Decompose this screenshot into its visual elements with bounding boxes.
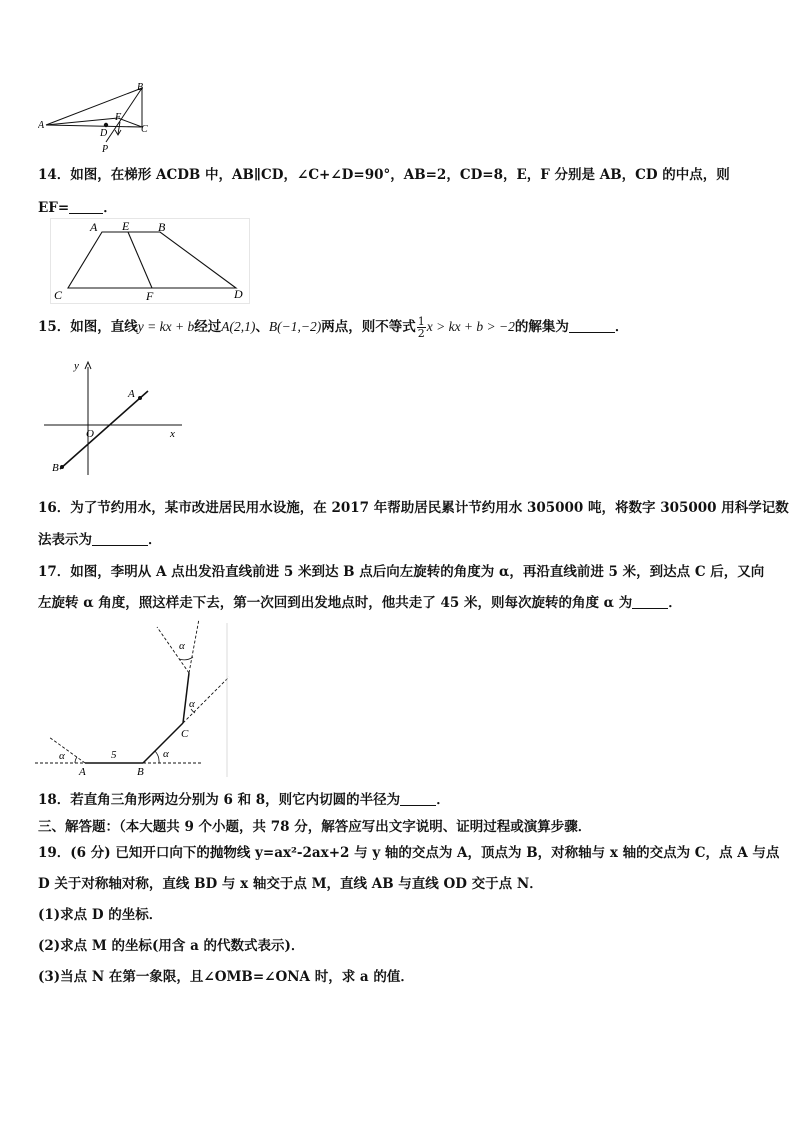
label-P: P: [102, 144, 109, 155]
q16-line1: 16．为了节约用水，某市改进居民用水设施，在 2017 年帮助居民累计节约用水 305000 吨，将数字 305000 用科学记数: [38, 500, 789, 516]
q15-line-equation: y = kx + b: [137, 319, 195, 334]
alpha-4: α: [179, 640, 185, 652]
q15-point-a: A(2,1): [221, 319, 256, 334]
label-5: 5: [111, 749, 117, 761]
label-E: E: [122, 219, 130, 233]
q14-line1: 14．如图，在梯形 ACDB 中，AB∥CD，∠C+∠D=90°，AB=2，CD=8，E，F 分别是 AB，CD 的中点，则: [38, 167, 730, 183]
q16-line2: 法表示为 ．: [38, 532, 162, 548]
q14-answer-blank[interactable]: [69, 200, 103, 214]
section3-heading: 三、解答题：（本大题共 9 个小题，共 78 分，解答应写出文字说明、证明过程或演算步骤．: [38, 819, 592, 835]
q15-point-b: B(−1,−2): [268, 319, 322, 334]
label-O: O: [86, 428, 94, 440]
q15-line: 15．如图，直线y = kx + b经过A(2,1)、B(−1,−2)两点，则不等式 $\frac{1}{2}$ x > kx + b > −2的解集为 ．: [38, 315, 629, 340]
label-B: B: [137, 766, 144, 778]
q14-ef-label: EF=: [38, 200, 70, 216]
q19-line1: 19．(6 分) 已知开口向下的抛物线 y=ax²-2ax+2 与 y 轴的交点为 A，顶点为 B，对称轴与 x 轴的交点为 C，点 A 与点: [38, 845, 780, 861]
label-y: y: [74, 360, 79, 372]
alpha-1: α: [59, 750, 65, 762]
label-A: A: [38, 120, 45, 131]
label-C: C: [141, 124, 148, 135]
label-B: B: [137, 82, 144, 93]
q17-path-figure: [35, 615, 235, 780]
q13-figure: [38, 80, 158, 155]
q18-answer-blank[interactable]: [400, 792, 436, 806]
q18-line: 18．若直角三角形两边分别为 6 和 8，则它内切圆的半径为 ．: [38, 792, 450, 808]
q17-line2: 左旋转 α 角度，照这样走下去，第一次回到出发地点时，他共走了 45 米，则每次旋转的角度 α 为 ．: [38, 595, 682, 611]
label-B: B: [52, 462, 59, 474]
alpha-3: α: [189, 698, 195, 710]
q19-part2: (2)求点 M 的坐标(用含 a 的代数式表示)．: [38, 938, 305, 954]
q19-line2: D 关于对称轴对称，直线 BD 与 x 轴交于点 M，直线 AB 与直线 OD 交于点 N．: [38, 876, 543, 892]
q15-answer-blank[interactable]: [569, 319, 615, 333]
q17-line1: 17．如图，李明从 A 点出发沿直线前进 5 米到达 B 点后向左旋转的角度为 α，再沿直线前进 5 米，到达点 C 后，又向: [38, 564, 765, 580]
label-C: C: [54, 288, 63, 302]
q15-fraction: $\frac{1}{2}$: [417, 315, 425, 340]
label-B: B: [158, 220, 166, 234]
q14-trapezoid-figure: [50, 218, 250, 304]
label-D: D: [234, 287, 243, 301]
q19-part3: (3)当点 N 在第一象限，且∠OMB=∠ONA 时，求 a 的值．: [38, 969, 414, 985]
q14-line2: EF= ．: [38, 200, 117, 216]
label-C: C: [181, 728, 189, 740]
label-F: F: [115, 112, 122, 123]
label-D: D: [100, 128, 108, 139]
label-A: A: [90, 220, 98, 234]
q15-inequality: x > kx + b > −2: [426, 319, 515, 334]
q15-graph-figure: [40, 353, 190, 481]
q17-answer-blank[interactable]: [632, 595, 668, 609]
label-F: F: [146, 289, 154, 303]
alpha-2: α: [163, 748, 169, 760]
q16-answer-blank[interactable]: [92, 532, 148, 546]
label-A: A: [128, 388, 135, 400]
label-x: x: [170, 428, 175, 440]
q19-part1: (1)求点 D 的坐标．: [38, 907, 163, 923]
label-A: A: [79, 766, 86, 778]
